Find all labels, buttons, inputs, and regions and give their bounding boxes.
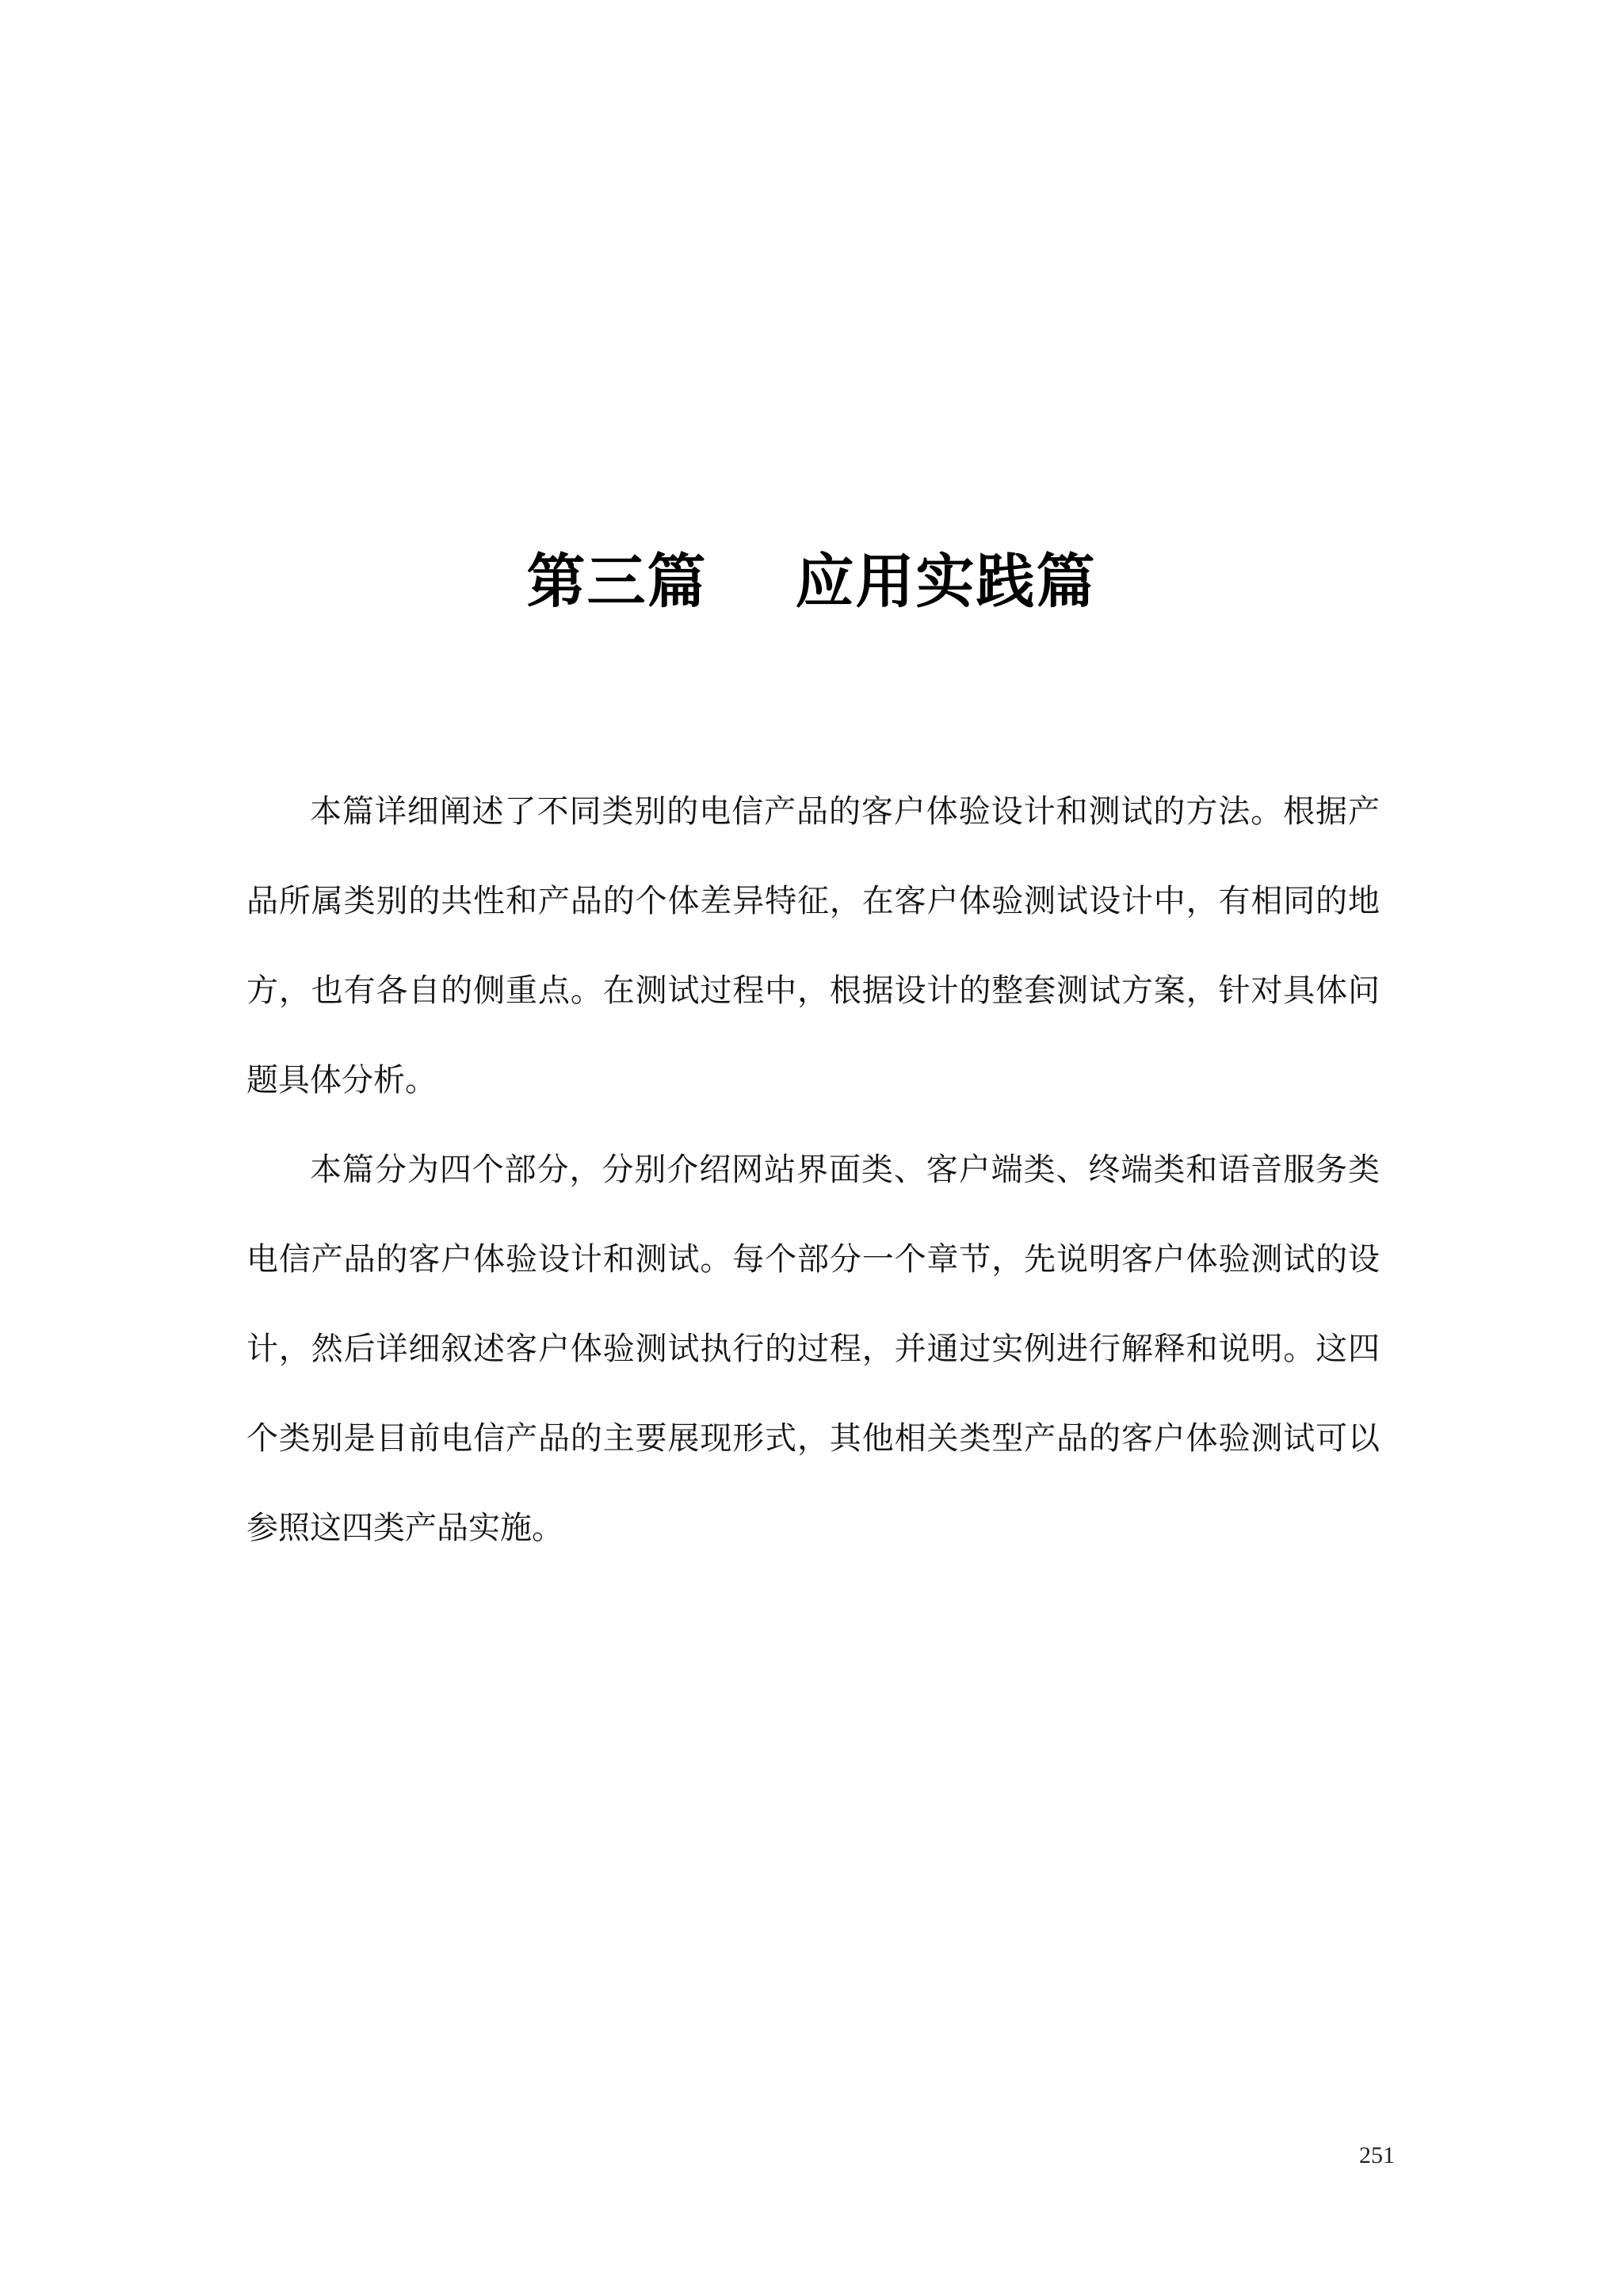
part-title: 第三篇 应用实践篇 (526, 548, 1097, 616)
page-number: 251 (1359, 2142, 1395, 2168)
body-text (246, 767, 1380, 1573)
paragraph-intro: 本篇详细阐述了不同类别的电信产品的客户体验设计和测试的方法。根据产品所属类别的共性和产品的个体差异特征，在客户体验测试设计中，有相同的地方，也有各自的侧重点。在测试过程中，根据设计的整套测试方案，针对具体问题具体分析。 (246, 793, 1380, 1098)
paragraph-structure: 本篇分为四个部分，分别介绍网站界面类、客户端类、终端类和语音服务类电信产品的客户体验设计和测试。每个部分一个章节，先说明客户体验测试的设计，然后详细叙述客户体验测试执行的过程，并通过实例进行解释和说明。这四个类别是目前电信产品的主要展现形式，其他相关类型产品的客户体验测试可以参照这四类产品实施。 (246, 1152, 1380, 1546)
